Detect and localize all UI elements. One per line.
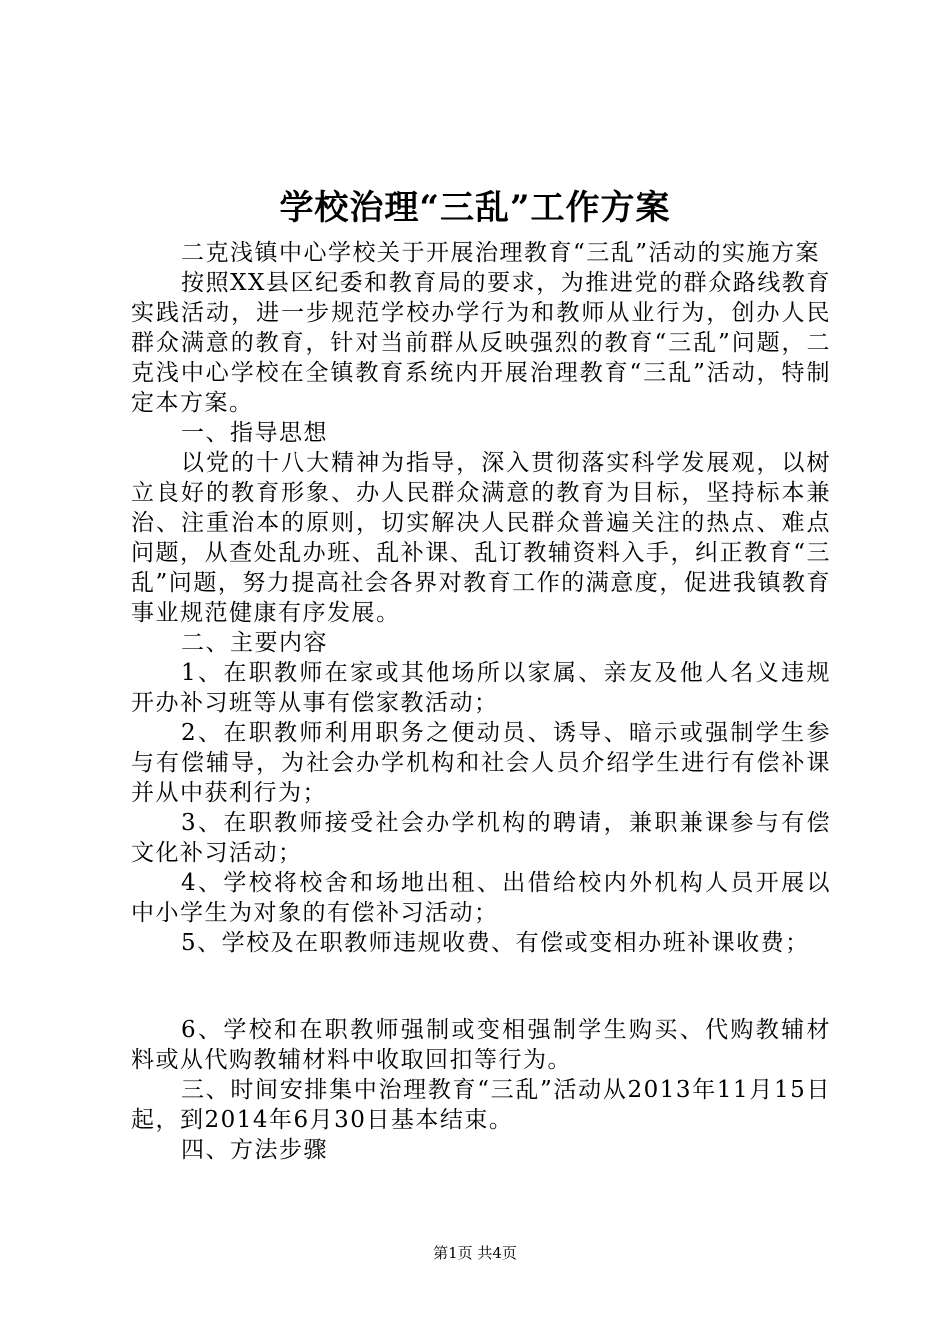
list-item: 4、学校将校舍和场地出租、出借给校内外机构人员开展以中小学生为对象的有偿补习活动；: [131, 870, 831, 926]
section-heading-main-content: 二、主要内容: [181, 630, 328, 656]
page-number-footer: 第1页 共4页: [433, 1244, 517, 1262]
guiding-principle-paragraph: 以党的十八大精神为指导，深入贯彻落实科学发展观，以树立良好的教育形象、办人民群众满意的教育为目标，坚持标本兼治、注重治本的原则，切实解决人民群众普遍关注的热点、难点问题，从查处乱办班、乱补课、乱订教辅资料入手，纠正教育“三乱”问题，努力提高社会各界对教育工作的满意度，促进我镇教育事业规范健康有序发展。: [131, 450, 831, 626]
list-item: 6、学校和在职教师强制或变相强制学生购买、代购教辅材料或从代购教辅材料中收取回扣等行为。: [131, 1017, 831, 1073]
list-item: 2、在职教师利用职务之便动员、诱导、暗示或强制学生参与有偿辅导，为社会办学机构和社会人员介绍学生进行有偿补课并从中获利行为；: [131, 720, 831, 806]
document-title: 学校治理“三乱”工作方案: [279, 188, 671, 228]
intro-paragraph: 按照XX县区纪委和教育局的要求，为推进党的群众路线教育实践活动，进一步规范学校办学行为和教师从业行为，创办人民群众满意的教育，针对当前群从反映强烈的教育“三乱”问题，二克浅中心学校在全镇教育系统内开展治理教育“三乱”活动，特制定本方案。: [131, 270, 831, 416]
section-heading-method-steps: 四、方法步骤: [181, 1137, 328, 1163]
subtitle-paragraph: 二克浅镇中心学校关于开展治理教育“三乱”活动的实施方案: [181, 240, 821, 266]
list-item: 3、在职教师接受社会办学机构的聘请，兼职兼课参与有偿文化补习活动；: [131, 810, 831, 866]
list-item: 1、在职教师在家或其他场所以家属、亲友及他人名义违规开办补习班等从事有偿家教活动；: [131, 660, 831, 716]
document-body: [131, 238, 831, 1165]
schedule-paragraph: 三、时间安排集中治理教育“三乱”活动从2013年11月15日起，到2014年6月30日基本结束。: [131, 1077, 831, 1133]
section-heading-guiding-principle: 一、指导思想: [181, 420, 328, 446]
blank-spacer: [131, 958, 831, 1015]
list-item: 5、学校及在职教师违规收费、有偿或变相办班补课收费；: [181, 930, 810, 956]
